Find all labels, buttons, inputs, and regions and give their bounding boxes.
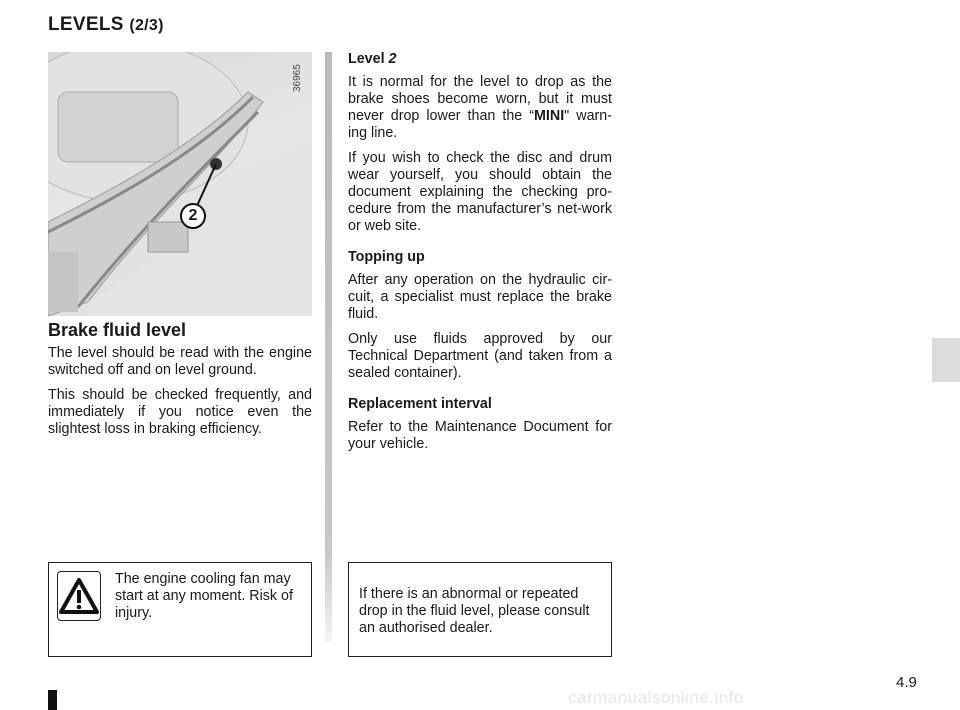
paragraph: Only use fluids approved by our Technical Department (and taken from a sealed container). — [348, 331, 612, 381]
title-text: LEVELS — [48, 14, 124, 35]
note-text: If there is an abnormal or repeated drop in the fluid level, please consult an authorised dealer. — [359, 586, 590, 636]
column-divider — [325, 52, 332, 642]
warning-box — [48, 562, 312, 657]
paragraph: After any operation on the hydraulic cir-cuit, a specialist must replace the brake fluid. — [348, 272, 612, 322]
title-part: (2/3) — [129, 17, 164, 34]
paragraph: This should be checked frequently, and immediately if you notice even the slightest loss in braking efficiency. — [48, 387, 312, 437]
right-column — [348, 51, 612, 461]
page-title — [48, 14, 164, 36]
left-column — [48, 322, 312, 446]
text: It is normal for the level to drop as the brake shoes become worn, but it must never drop lower than the “ — [348, 74, 612, 124]
replacement-heading: Replacement interval — [348, 396, 492, 412]
topping-up-heading: Topping up — [348, 249, 425, 265]
text: " warn-ing line. — [348, 108, 612, 141]
paragraph: If you wish to check the disc and drum wear yourself, you should obtain the document explaining the checking pro-cedure from the manufacturer’s net-work or web site. — [348, 150, 612, 234]
section-heading: Brake fluid level — [48, 320, 187, 340]
section-tab — [932, 338, 960, 382]
page-number: 4.9 — [896, 674, 917, 691]
watermark: carmanualsonline.info — [568, 688, 744, 707]
callout-2: 2 — [180, 203, 206, 229]
level-heading — [348, 51, 612, 68]
level-number: 2 — [388, 51, 397, 67]
figure-id: 36965 — [292, 64, 303, 92]
engine-bay-illustration — [48, 52, 312, 316]
warning-text: The engine cooling fan may start at any moment. Risk of injury. — [115, 571, 293, 621]
level-label: Level — [348, 51, 385, 67]
mini-label: MINI — [533, 108, 565, 124]
engine-bay-drawing — [48, 52, 312, 316]
paragraph: The level should be read with the engine switched off and on level ground. — [48, 345, 312, 378]
warning-triangle-icon — [57, 571, 101, 621]
paragraph — [348, 74, 612, 142]
note-box — [348, 562, 612, 657]
page-marker — [48, 690, 57, 710]
paragraph: Refer to the Maintenance Document for your vehicle. — [348, 419, 612, 452]
